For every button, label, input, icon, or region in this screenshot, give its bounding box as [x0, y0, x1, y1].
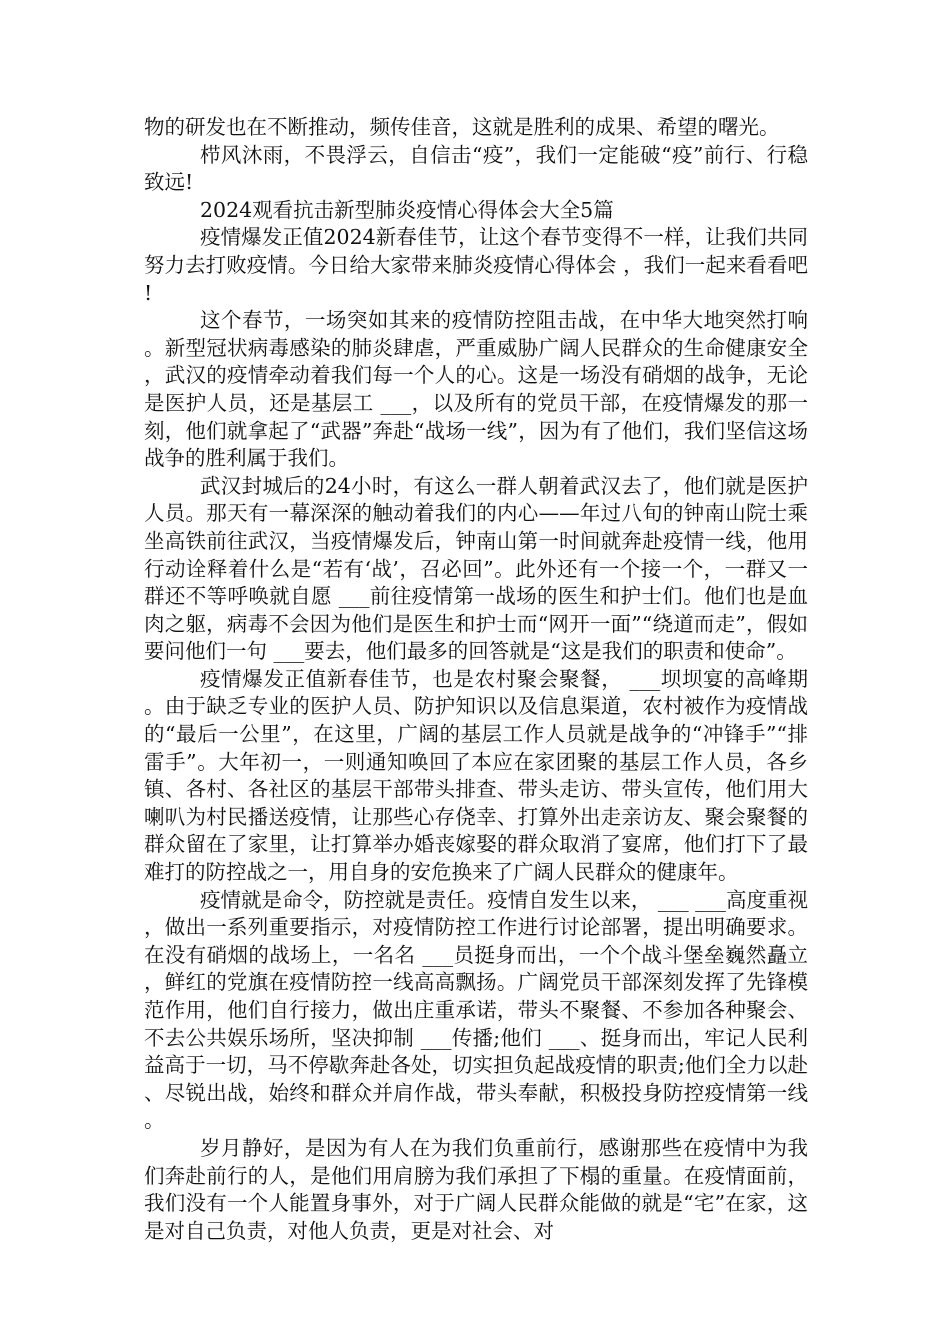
paragraph-closing: 岁月静好，是因为有人在为我们负重前行，感谢那些在疫情中为我们奔赴前行的人，是他们用肩膀为我们承担了下榻的重量。在疫情面前，我们没有一个人能置身事外，对于广阔人民群众能做的就是“宅”在家，这是对自己负责，对他人负责，更是对社会、对 [144, 1135, 808, 1243]
paragraph-1: 物的研发也在不断推动，频传佳音，这就是胜利的成果、希望的曙光。 [144, 115, 780, 139]
paragraph-2: 栉风沐雨，不畏浮云，自信击“疫”，我们一定能破“疫”前行、行稳致远! [144, 142, 808, 195]
paragraph-party-members: 疫情就是命令，防控就是责任。疫情自发生以来， ___ ___高度重视，做出一系列重要指示，对疫情防控工作进行讨论部署，提出明确要求。在没有硝烟的战场上，一名名 ___员挺身而出，一个个战斗堡垒巍然矗立，鲜红的党旗在疫情防控一线高高飘扬。广阔党员干部深刻发挥了先锋模范作用，他们自行接力，做出庄重承诺，带头不聚餐、不参加各种聚会、不去公共娱乐场所，坚决抑制 ___传播;他们 ___、挺身而出，牢记人民利益高于一切，马不停歇奔赴各处，切实担负起战疫情的职责;他们全力以赴、尽锐出战，始终和群众并肩作战，带头奉献，积极投身防控疫情第一线。 [144, 887, 808, 1133]
document-page [144, 114, 808, 1245]
section-heading: 2024观看抗击新型肺炎疫情心得体会大全5篇 [200, 197, 614, 222]
paragraph-medical-staff: 武汉封城后的24小时，有这么一群人朝着武汉去了，他们就是医护人员。那天有一幕深深的触动着我们的内心——年过八旬的钟南山院士乘坐高铁前往武汉，当疫情爆发后，钟南山第一时间就奔赴疫情一线，他用行动诠释着什么是“若有‘战’，召必回”。此外还有一个接一个，一群又一群还不等呼唤就自愿 ___前往疫情第一战场的医生和护士们。他们也是血肉之躯，病毒不会因为他们是医生和护士而“网开一面”“绕道而走”，假如要问他们一句 ___要去，他们最多的回答就是“这是我们的职责和使命”。 [144, 473, 808, 664]
paragraph-intro: 疫情爆发正值2024新春佳节，让这个春节变得不一样，让我们共同努力去打败疫情。今日给大家带来肺炎疫情心得体会 ，我们一起来看看吧! [144, 225, 808, 305]
paragraph-rural-workers: 疫情爆发正值新春佳节，也是农村聚会聚餐， ___坝坝宴的高峰期。由于缺乏专业的医护人员、防护知识以及信息渠道，农村被作为疫情战的“最后一公里”，在这里，广阔的基层工作人员就是战争的“冲锋手”“排雷手”。大年初一，一则通知唤回了本应在家团聚的基层工作人员，各乡镇、各村、各社区的基层干部带头排查、带头走访、带头宣传，他们用大喇叭为村民播送疫情，让那些心存侥幸、打算外出走亲访友、聚会聚餐的群众留在了家里，让打算举办婚丧嫁娶的群众取消了宴席，他们打下了最难打的防控战之一，用自身的安危换来了广阔人民群众的健康年。 [144, 666, 808, 885]
paragraph-spring-festival: 这个春节，一场突如其来的疫情防控阻击战，在中华大地突然打响。新型冠状病毒感染的肺炎肆虐，严重威胁广阔人民群众的生命健康安全，武汉的疫情牵动着我们每一个人的心。这是一场没有硝烟的战争，无论是医护人员，还是基层工 ___，以及所有的党员干部，在疫情爆发的那一刻，他们就拿起了“武器”奔赴“战场一线”，因为有了他们，我们坚信这场战争的胜利属于我们。 [144, 308, 808, 471]
